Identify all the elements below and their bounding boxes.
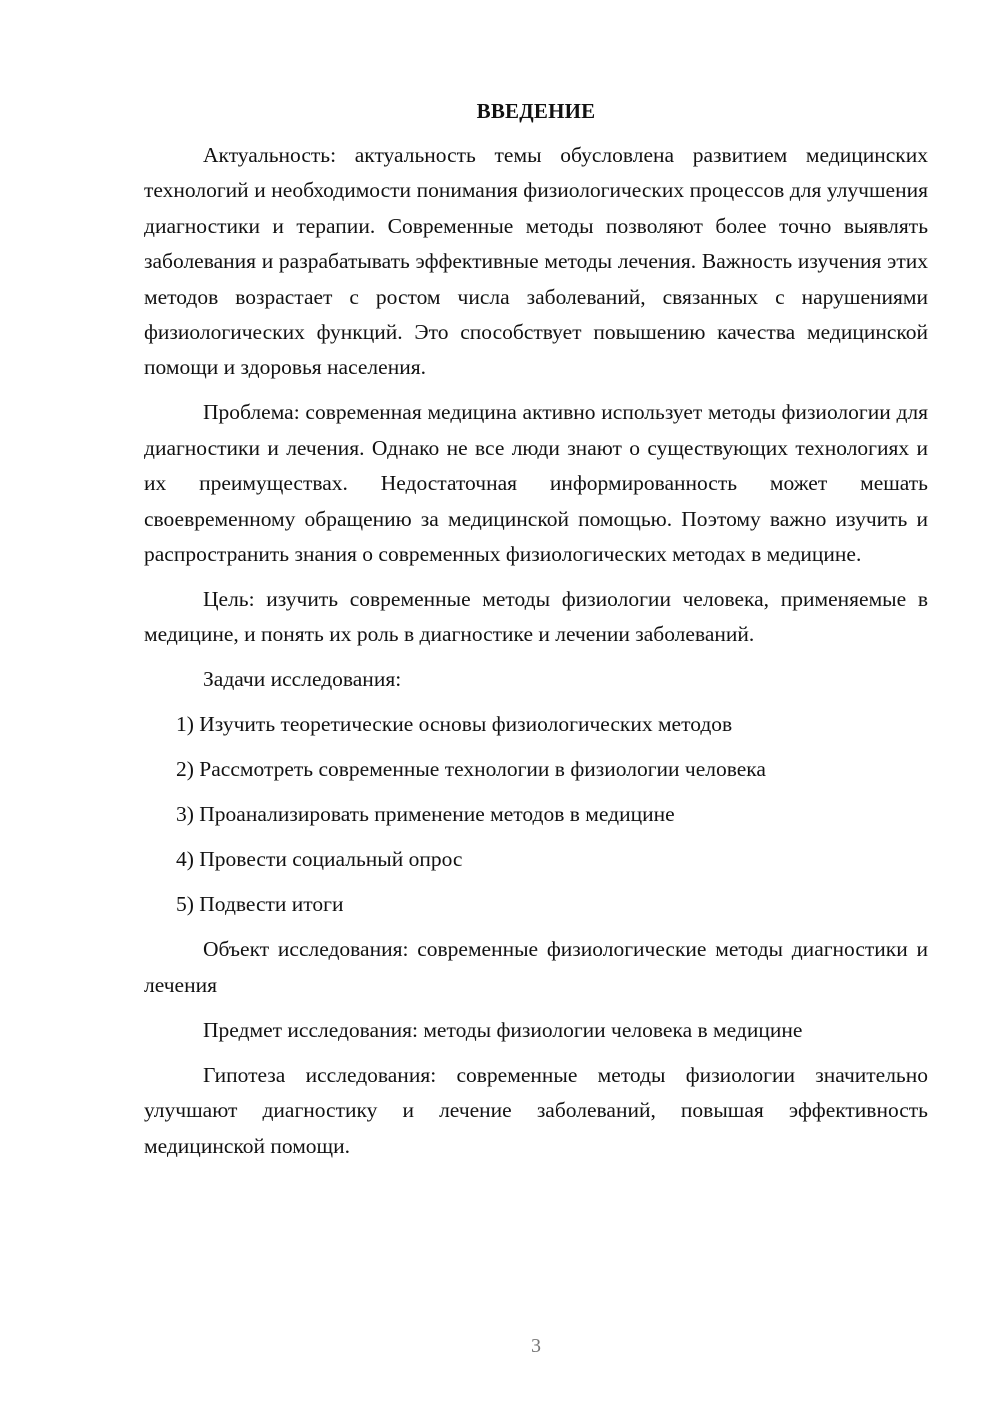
task-list <box>144 707 928 922</box>
page-number: 3 <box>531 1335 541 1357</box>
paragraph-relevance: Актуальность: актуальность темы обусловлена развитием медицинских технологий и необходимости понимания физиологических процессов для улучшения диагностики и терапии. Современные методы позволяют более точно выявлять заболевания и разрабатывать эффективные методы лечения. Важность изучения этих методов возрастает с ростом числа заболеваний, связанных с нарушениями физиологических функций. Это способствует повышению качества медицинской помощи и здоровья населения. <box>144 143 928 380</box>
paragraph-goal: Цель: изучить современные методы физиологии человека, применяемые в медицине, и понять их роль в диагностике и лечении заболеваний. <box>144 587 928 647</box>
tasks-heading: Задачи исследования: <box>203 667 402 692</box>
page-title: ВВЕДЕНИЕ <box>476 99 596 123</box>
paragraph-problem: Проблема: современная медицина активно использует методы физиологии для диагностики и лечения. Однако не все люди знают о существующих технологиях и их преимуществах. Недостаточная информированность может мешать своевременному обращению за медицинской помощью. Поэтому важно изучить и распространить знания о современных физиологических методах в медицине. <box>144 400 928 567</box>
task-item-2: 2) Рассмотреть современные технологии в физиологии человека <box>176 757 766 782</box>
paragraph-hypothesis: Гипотеза исследования: современные методы физиологии значительно улучшают диагностику и лечение заболеваний, повышая эффективность медицинской помощи. <box>144 1062 928 1158</box>
task-item-4: 4) Провести социальный опрос <box>176 847 463 872</box>
task-item-5: 5) Подвести итоги <box>176 892 344 917</box>
document-body <box>144 93 928 1174</box>
paragraph-object: Объект исследования: современные физиологические методы диагностики и лечения <box>144 937 928 997</box>
task-item-1: 1) Изучить теоретические основы физиологических методов <box>176 712 733 737</box>
paragraph-subject: Предмет исследования: методы физиологии человека в медицине <box>203 1017 803 1042</box>
task-item-3: 3) Проанализировать применение методов в медицине <box>176 802 675 827</box>
